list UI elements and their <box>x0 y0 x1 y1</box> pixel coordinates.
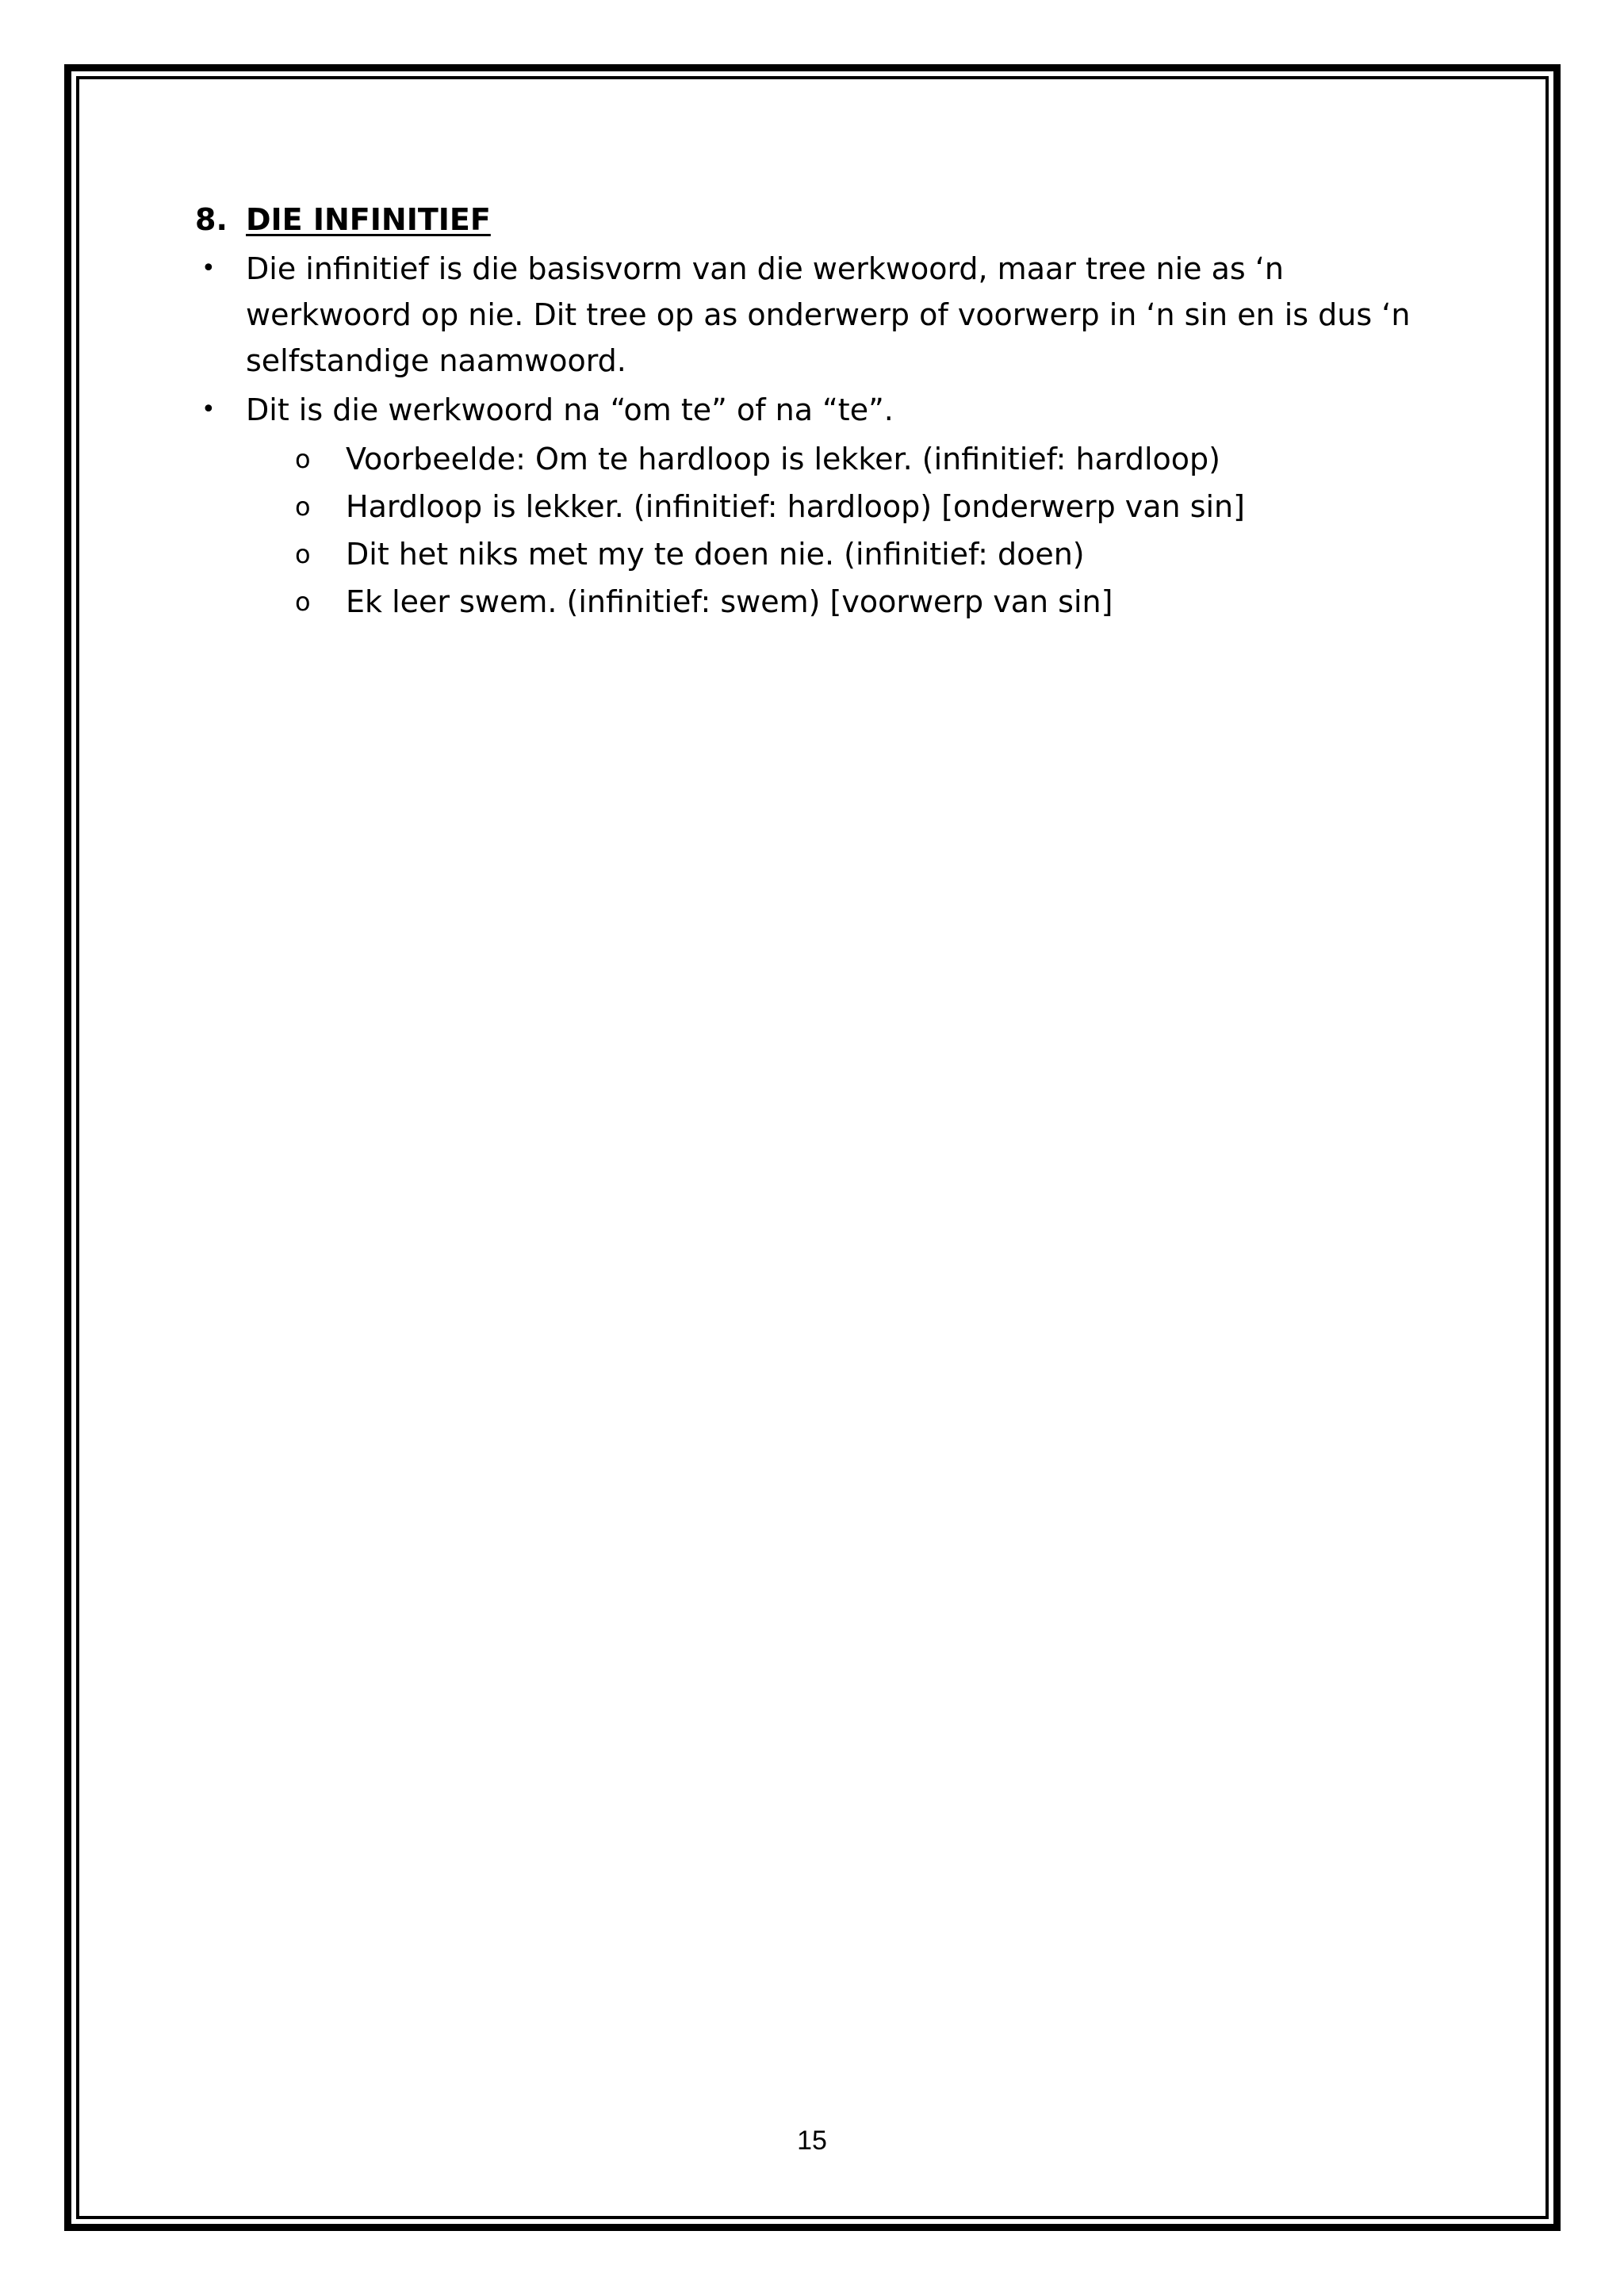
sub-list-item <box>295 531 1432 577</box>
list-item <box>195 387 1432 433</box>
sub-list-item <box>295 436 1432 482</box>
sub-list-item-text: Dit het niks met my te doen nie. (infinitief: doen) <box>346 537 1085 572</box>
page-content <box>195 197 1432 626</box>
section-title: DIE INFINITIEF <box>246 202 491 237</box>
bullet-icon: • <box>201 254 216 282</box>
sub-list-item-text: Voorbeelde: Om te hardloop is lekker. (infinitief: hardloop) <box>346 442 1220 476</box>
page-number: 15 <box>797 2126 827 2156</box>
sub-list-item <box>295 579 1432 625</box>
list-item <box>195 246 1432 384</box>
section-heading <box>195 197 1432 243</box>
sub-list-item-text: Ek leer swem. (infinitief: swem) [voorwerp van sin] <box>346 584 1113 619</box>
circle-bullet-icon: o <box>295 587 311 617</box>
bullet-icon: • <box>201 396 216 423</box>
example-list <box>295 436 1432 625</box>
sub-list-item-text: Hardloop is lekker. (infinitief: hardloop) [onderwerp van sin] <box>346 489 1245 524</box>
section-number: 8. <box>195 202 228 237</box>
circle-bullet-icon: o <box>295 539 311 569</box>
list-item-text: Dit is die werkwoord na “om te” of na “te”. <box>246 392 894 427</box>
list-item-text: Die infinitief is die basisvorm van die werkwoord, maar tree nie as ‘n werkwoord op nie. Dit tree op as onderwerp of voorwerp in ‘n sin en is dus ‘n selfstandige naamwoord. <box>246 251 1411 378</box>
circle-bullet-icon: o <box>295 492 311 522</box>
circle-bullet-icon: o <box>295 444 311 474</box>
sub-list-item <box>295 484 1432 530</box>
